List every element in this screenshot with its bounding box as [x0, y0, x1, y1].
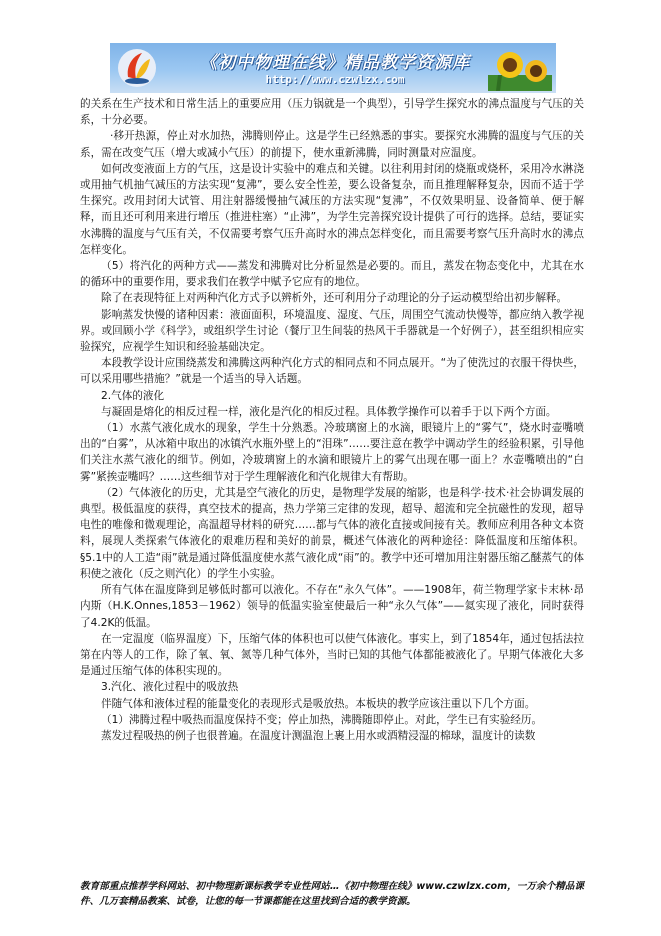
paragraph: 除了在表现特征上对两种汽化方式予以辨析外，还可利用分子动理论的分子运动模型给出初步解释。: [101, 292, 568, 305]
paragraph: 所有气体在温度降到足够低时都可以液化。不存在“永久气体”。——1908年，荷兰物理学家卡末林·昂内斯（H.K.Onnes,1853－1962）领导的低温实验室使最后一种“永久气体”——氦实现了液化，同时获得了4.2K的低温。: [80, 584, 584, 629]
paragraph: 伴随气体和液体过程的能量变化的表现形式是吸放热。本板块的教学应该注重以下几个方面。: [101, 697, 536, 710]
header-banner: [110, 43, 556, 93]
section-heading: 3.汽化、液化过程中的吸放热: [101, 681, 239, 694]
paragraph: ·移开热源，停止对水加热，沸腾则停止。这是学生已经熟悉的事实。要探究水沸腾的温度与气压的关系，需在改变气压（增大或减小气压）的前提下，使水重新沸腾，同时测量对应温度。: [80, 130, 584, 159]
paragraph: 本段教学设计应围绕蒸发和沸腾这两种汽化方式的相同点和不同点展开。“为了使洗过的衣服干得快些，可以采用哪些措施？”就是一个适当的导入话题。: [80, 357, 584, 386]
paragraph: 影响蒸发快慢的诸种因素：液面面积，环境温度、湿度、气压，周围空气流动快慢等，都应纳入教学视界。或回顾小学《科学》，或组织学生讨论（餐厅卫生间装的热风干手器就是一个好例子），甚至组织相应实验探究，应视学生知识和经验基础决定。: [80, 308, 584, 354]
paragraph: 蒸发过程吸热的例子也很普遍。在温度计测温泡上裹上用水或酒精浸湿的棉球，温度计的读数: [101, 729, 536, 742]
page-footer: 教育部重点推荐学科网站、初中物理新课标教学专业性网站…《初中物理在线》www.czwlzx.com，一万余个精品课件、几万套精品教案、试卷，让您的每一节课都能在这里找到合适的教学资源。: [80, 881, 584, 907]
paragraph: 在一定温度（临界温度）下，压缩气体的体积也可以使气体液化。事实上，到了1854年，通过包括法拉第在内等人的工作，除了氧、氧、氮等几种气体外，当时已知的其他气体都能被液化了。早期气体液化大多是通过压缩气体的体积实现的。: [80, 632, 584, 678]
paragraph: 如何改变液面上方的气压，这是设计实验中的难点和关键。以往利用封闭的烧瓶或烧杯，采用冷水淋浇或用抽气机抽气减压的方法实现“复沸”，要么安全性差，要么设备复杂，而且推理解释复杂，因而不适于学生探究。改用封闭大试管、用注射器缓慢抽气减压的方法实现“复沸”，不仅效果明显、设备简单、便于解释，而且还可利用来进行增压（推进柱塞）“止沸”，为学生完善探究设计提供了可行的选择。总结，要证实水沸腾的温度与气压有关，不仅需要考察气压升高时水的沸点怎样变化，而且需要考察气压升高时水的沸点怎样变化。: [80, 162, 584, 256]
paragraph: （1）水蒸气液化成水的现象，学生十分熟悉。冷玻璃窗上的水滴，眼镜片上的“雾气”，烧水时壶嘴喷出的“白雾”，从冰箱中取出的冰镇汽水瓶外壁上的“泪珠”……要注意在教学中调动学生的经验积累，引导他们关注水蒸气液化的细节。例如，冷玻璃窗上的水滴和眼镜片上的雾气出现在哪一面上？水壶嘴喷出的“白雾”紧挨壶嘴吗？……这些细节对于学生理解液化和汽化规律大有帮助。: [80, 422, 584, 483]
paragraph: 的关系在生产技术和日常生活上的重要应用（压力锅就是一个典型），引导学生探究水的沸点温度与气压的关系，十分必要。: [80, 98, 584, 127]
paragraph: 与凝固是熔化的相反过程一样，液化是汽化的相反过程。具体教学操作可以着手于以下两个方面。: [101, 405, 557, 418]
paragraph: （5）将汽化的两种方式——蒸发和沸腾对比分析显然是必要的。而且，蒸发在物态变化中，尤其在水的循环中的重要作用，要求我们在教学中赋予它应有的地位。: [80, 260, 584, 289]
banner-url: http://www.czwlzx.com: [265, 73, 405, 86]
paragraph: （1）沸腾过程中吸热而温度保持不变；停止加热，沸腾随即停止。对此，学生已有实验经历。: [101, 713, 543, 726]
paragraph: （2）气体液化的历史，尤其是空气液化的历史，是物理学发展的缩影，也是科学·技术·社会协调发展的典型。极低温度的获得，真空技术的提高，热力学第三定律的发现，超导、超流和完全抗磁性的发现，超导电性的唯像和微观理论，高温超导材料的研究……都与气体的液化直接或间接有关。教师应利用各种文本资料，展现人类探索气体液化的艰难历程和美好的前景，概述气体液化的两种途径：降低温度和压缩体积。§5.1中的人工造“雨”就是通过降低温度使水蒸气液化成“雨”的。教学中还可增加用注射器压缩乙醚蒸气的体积使之液化（反之则汽化）的学生小实验。: [80, 486, 584, 580]
article-body: [80, 96, 584, 744]
banner-title: 《初中物理在线》精品教学资源库: [200, 53, 470, 73]
sunflower-icon: [488, 45, 552, 91]
site-logo-icon: [116, 47, 158, 89]
section-heading: 2.气体的液化: [101, 389, 165, 402]
